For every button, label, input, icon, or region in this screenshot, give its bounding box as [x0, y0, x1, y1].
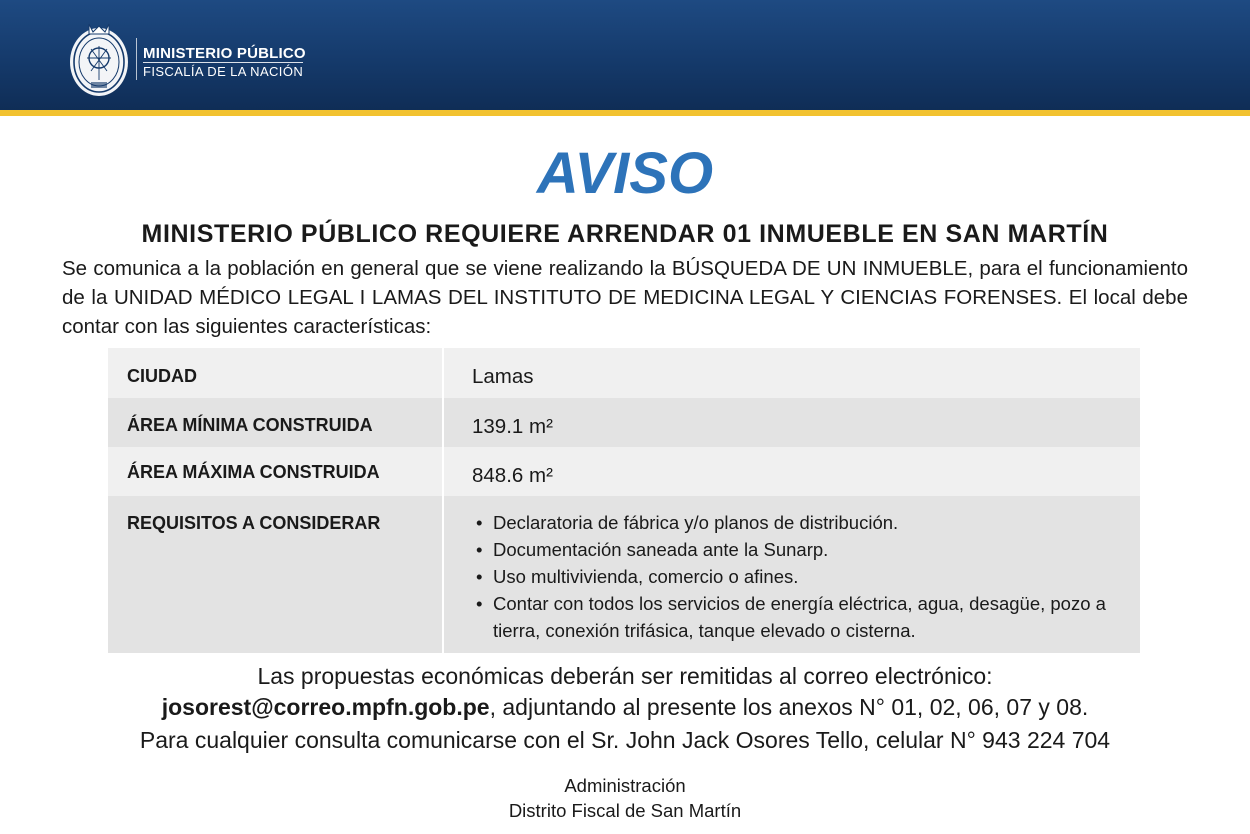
max-area-label: ÁREA MÁXIMA CONSTRUIDA	[108, 447, 444, 496]
max-area-value: 848.6 m²	[472, 464, 553, 487]
city-label: CIUDAD	[108, 348, 444, 398]
header-banner	[0, 0, 1250, 110]
list-item: • Declaratoria de fábrica y/o planos de distribución.	[476, 509, 1140, 536]
brand-name: MINISTERIO PÚBLICO	[143, 45, 306, 62]
list-item: • Contar con todos los servicios de energía eléctrica, agua, desagüe, pozo a tierra, conexión trifásica, tanque elevado o cisterna.	[476, 590, 1140, 644]
requirements-list	[476, 509, 1140, 644]
table-row-requirements	[108, 496, 1140, 653]
list-item: • Documentación saneada ante la Sunarp.	[476, 536, 1140, 563]
list-item: • Uso multivivienda, comercio o afines.	[476, 563, 1140, 590]
notice-intro: Se comunica a la población en general que se viene realizando la BÚSQUEDA DE UN INMUEBLE, para el funcionamiento de la UNIDAD MÉDICO LEGAL I LAMAS DEL INSTITUTO DE MEDICINA LEGAL Y CIENCIAS FORENSES. El local debe contar con las siguientes características:	[62, 257, 1188, 338]
table-row-city	[108, 348, 1140, 398]
brand-subtitle: FISCALÍA DE LA NACIÓN	[143, 64, 304, 79]
contact-info: Para cualquier consulta comunicarse con el Sr. John Jack Osores Tello, celular N° 943 224 704	[139, 727, 1111, 753]
gold-divider	[0, 110, 1250, 116]
table-row-min-area	[108, 398, 1140, 447]
city-value: Lamas	[472, 365, 534, 388]
min-area-label: ÁREA MÍNIMA CONSTRUIDA	[108, 398, 444, 447]
requirements-table	[108, 348, 1140, 653]
submission-instructions: Las propuestas económicas deberán ser remitidas al correo electrónico:	[257, 663, 993, 689]
requirements-label: REQUISITOS A CONSIDERAR	[108, 496, 444, 653]
notice-title: AVISO	[536, 141, 714, 206]
notice-subtitle: MINISTERIO PÚBLICO REQUIERE ARRENDAR 01 INMUEBLE EN SAN MARTÍN	[141, 220, 1109, 248]
min-area-value: 139.1 m²	[472, 415, 553, 438]
contact-email-link[interactable]: josorest@correo.mpfn.gob.pe	[161, 694, 490, 720]
institutional-seal-icon	[67, 18, 131, 98]
table-row-max-area	[108, 447, 1140, 496]
requirements-value	[444, 496, 1140, 653]
brand-divider	[136, 38, 137, 80]
submission-email-line	[0, 692, 1250, 722]
signature-district: Distrito Fiscal de San Martín	[508, 800, 742, 821]
annexes-text: , adjuntando al presente los anexos N° 01, 02, 06, 07 y 08.	[489, 694, 1089, 720]
signature-office: Administración	[564, 775, 686, 796]
